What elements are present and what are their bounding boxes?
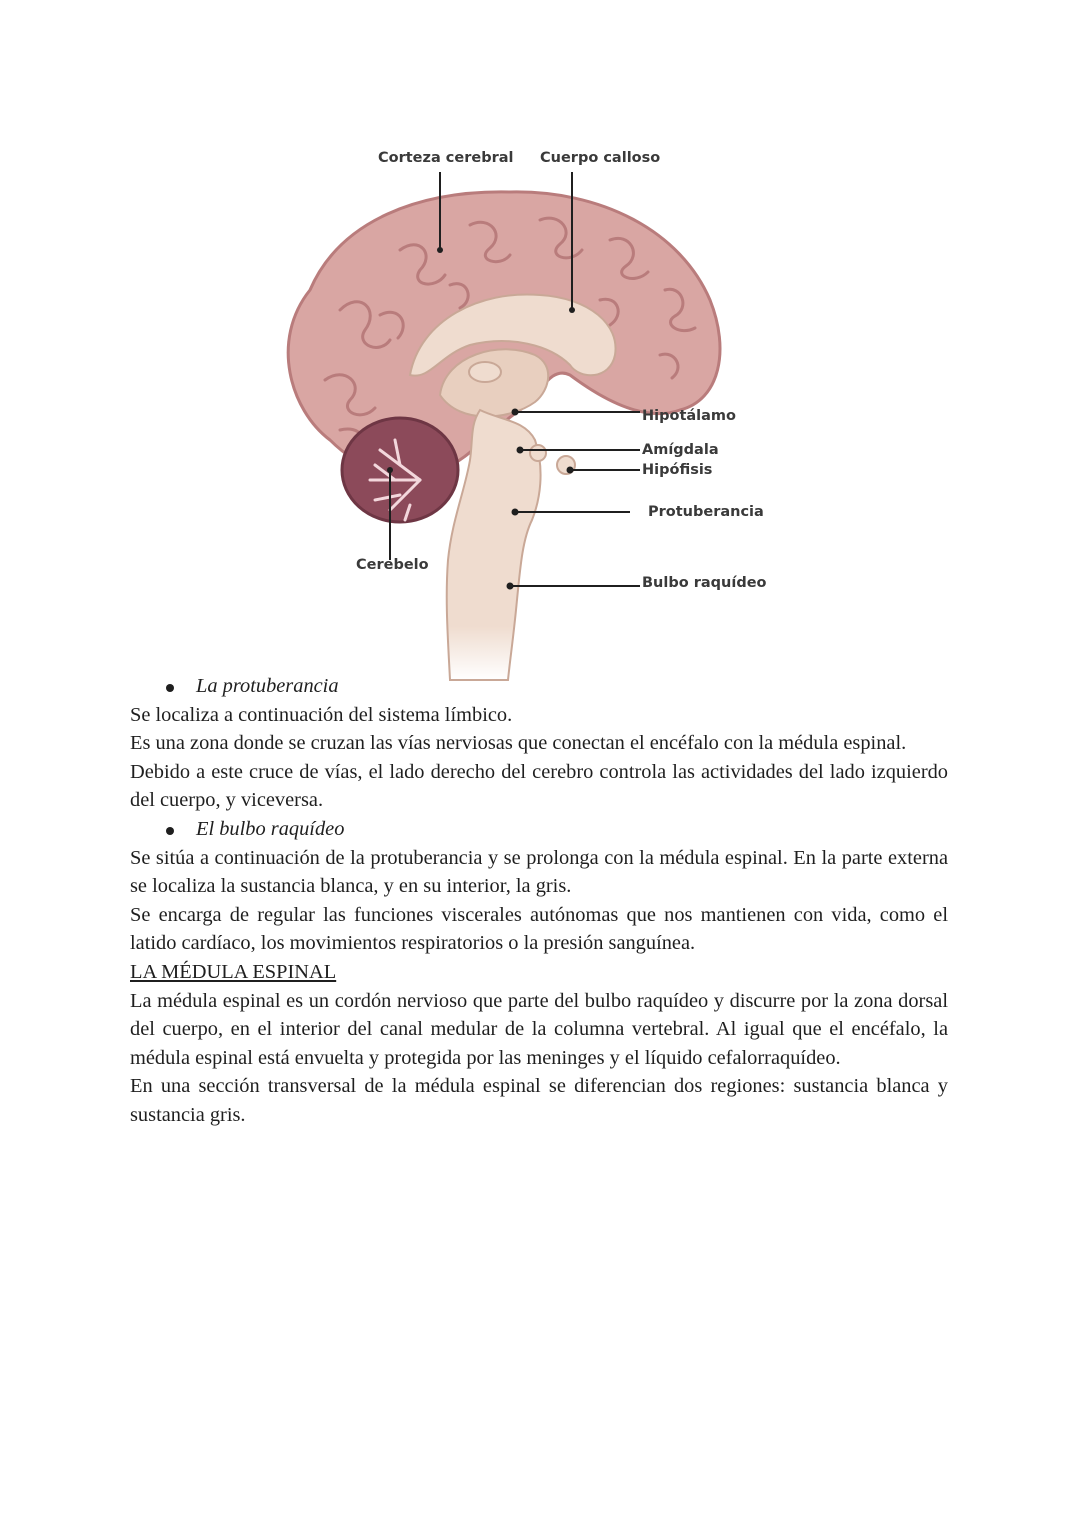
paragraph: En una sección transversal de la médula espinal se diferencian dos regiones: sustancia blanca y sustancia gris. [130,1075,948,1126]
label-amigdala: Amígdala [642,442,719,458]
bullet-protuberancia [130,672,948,701]
section-heading-medula: LA MÉDULA ESPINAL [130,960,337,983]
bullet-dot [166,684,174,692]
label-hipofisis: Hipófisis [642,462,713,478]
bullet-title-protuberancia: La protuberancia [196,675,339,697]
label-hipotalamo: Hipotálamo [642,408,736,424]
amygdala [530,445,546,461]
brain-diagram [270,140,790,680]
paragraph: Se sitúa a continuación de la protuberancia y se prolonga con la médula espinal. En la parte externa se localiza la sustancia blanca, y en su interior, la gris. [130,846,948,898]
bullet-title-bulbo: El bulbo raquídeo [196,817,345,840]
label-cuerpo-calloso: Cuerpo calloso [540,150,661,166]
paragraph: La médula espinal es un cordón nervioso que parte del bulbo raquídeo y discurre por la zona dorsal del cuerpo, en el interior del canal medular de la columna vertebral. Al igual que el encéfalo, la médula espinal está envuelta y protegida por las meninges y el líquido cefalorraquídeo. [130,989,948,1069]
paragraph: Se encarga de regular las funciones viscerales autónomas que nos mantienen con vida, como el latido cardíaco, los movimientos respiratorios o la presión sanguínea. [130,903,948,955]
bullet-bulbo [130,815,948,844]
paragraph: Debido a este cruce de vías, el lado derecho del cerebro controla las actividades del lado izquierdo del cuerpo, y viceversa. [130,760,948,812]
label-corteza-cerebral: Corteza cerebral [378,150,514,166]
cerebellum [342,418,458,522]
label-protuberancia: Protuberancia [648,504,764,520]
paragraph: Se localiza a continuación del sistema límbico. [130,703,513,726]
paragraph: Es una zona donde se cruzan las vías nerviosas que conectan el encéfalo con la médula espinal. [130,732,907,755]
bullet-dot [166,827,174,835]
document-body [130,672,948,1130]
label-bulbo-raquideo: Bulbo raquídeo [642,575,767,591]
label-cerebelo: Cerebelo [356,557,429,573]
